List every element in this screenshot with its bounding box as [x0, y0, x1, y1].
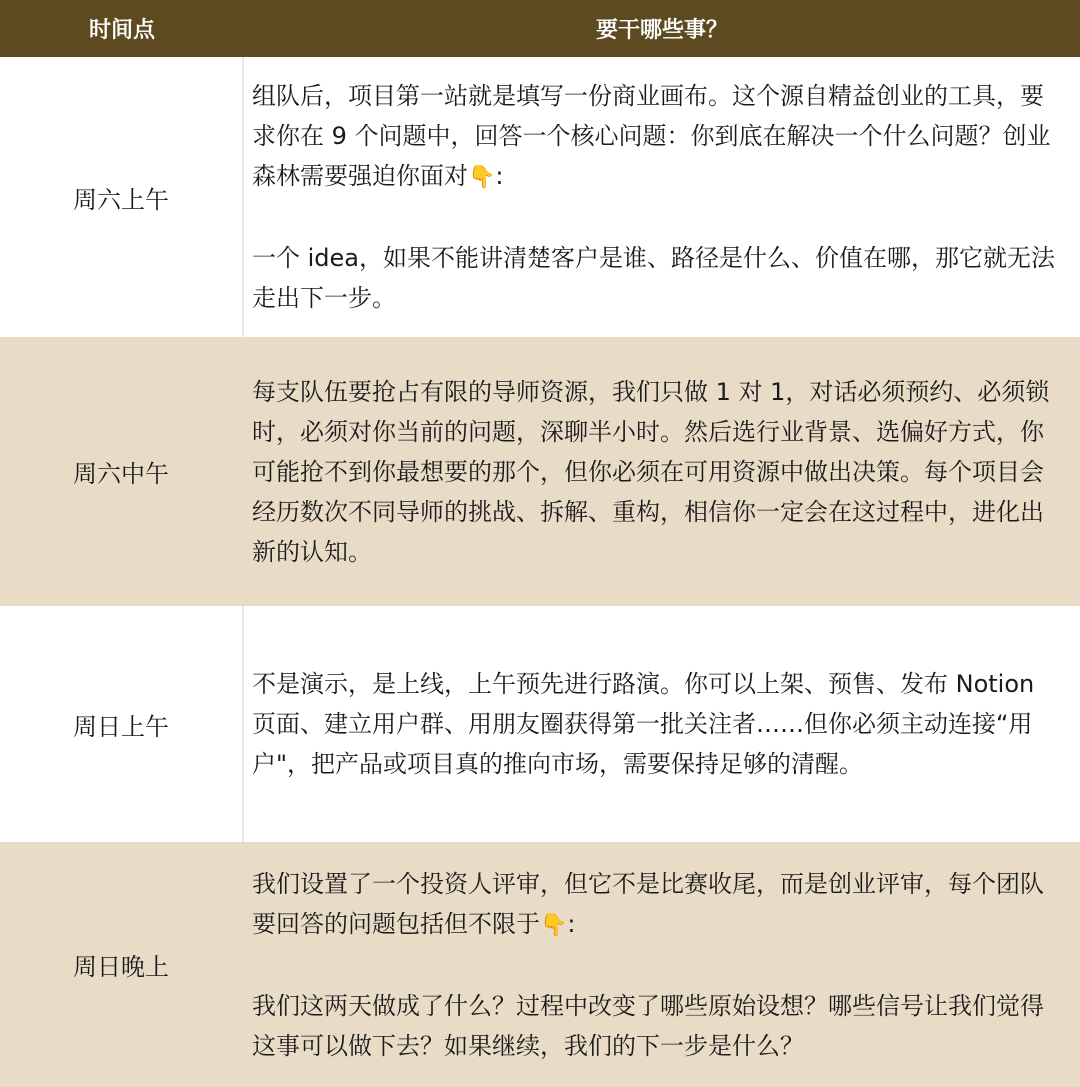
- row-paragraph: [252, 864, 1060, 946]
- row-time: 周日上午: [73, 712, 169, 741]
- row-paragraph: 一个 idea，如果不能讲清楚客户是谁、路径是什么、价值在哪，那它就无法走出下一步。: [252, 244, 1056, 312]
- row-time: 周日晚上: [73, 953, 169, 981]
- row-time: 周六上午: [73, 185, 169, 214]
- row-paragraph: [252, 76, 1060, 198]
- paragraph-gap: [252, 946, 1060, 986]
- table-row: [0, 57, 1080, 337]
- row-paragraph: 我们这两天做成了什么？过程中改变了哪些原始设想？哪些信号让我们觉得这事可以做下去？如果继续，我们的下一步是什么？: [252, 991, 1044, 1060]
- table-row: [0, 337, 1080, 606]
- header-tasks-column: 要干哪些事？: [595, 18, 728, 43]
- paragraph-gap: [252, 198, 1060, 238]
- row-paragraph: 不是演示，是上线，上午预先进行路演。你可以上架、预售、发布 Notion 页面、建立用户群、用朋友圈获得第一批关注者……但你必须主动连接“用户"，把产品或项目真的推向市场，需要保持足够的清醒。: [252, 670, 1035, 778]
- row-content: [244, 57, 1080, 337]
- table-row: [0, 606, 1080, 842]
- paragraph-tail: :: [567, 909, 576, 938]
- table-header: [0, 0, 1080, 57]
- row-content: [244, 337, 1080, 606]
- header-time-column: 时间点: [88, 18, 155, 43]
- pointing-down-icon: 👇: [540, 912, 568, 938]
- pointing-down-icon: 👇: [468, 165, 496, 190]
- paragraph-text: 我们设置了一个投资人评审，但它不是比赛收尾，而是创业评审，每个团队要回答的问题包括但不限于: [252, 869, 1044, 938]
- paragraph-text: 组队后，项目第一站就是填写一份商业画布。这个源自精益创业的工具，要求你在 9 个问题中，回答一个核心问题：你到底在解决一个什么问题？创业森林需要强迫你面对: [252, 82, 1051, 190]
- row-content: [244, 606, 1080, 842]
- row-time: 周六中午: [73, 460, 169, 488]
- row-paragraph: 每支队伍要抢占有限的导师资源，我们只做 1 对 1，对话必须预约、必须锁时，必须对你当前的问题，深聊半小时。然后选行业背景、选偏好方式，你可能抢不到你最想要的那个，但你必须在可用资源中做出决策。每个项目会经历数次不同导师的挑战、拆解、重构，相信你一定会在这过程中，进化出新的认知。: [252, 377, 1050, 566]
- row-content: [244, 842, 1080, 1087]
- paragraph-tail: :: [495, 162, 504, 190]
- table-row: [0, 842, 1080, 1087]
